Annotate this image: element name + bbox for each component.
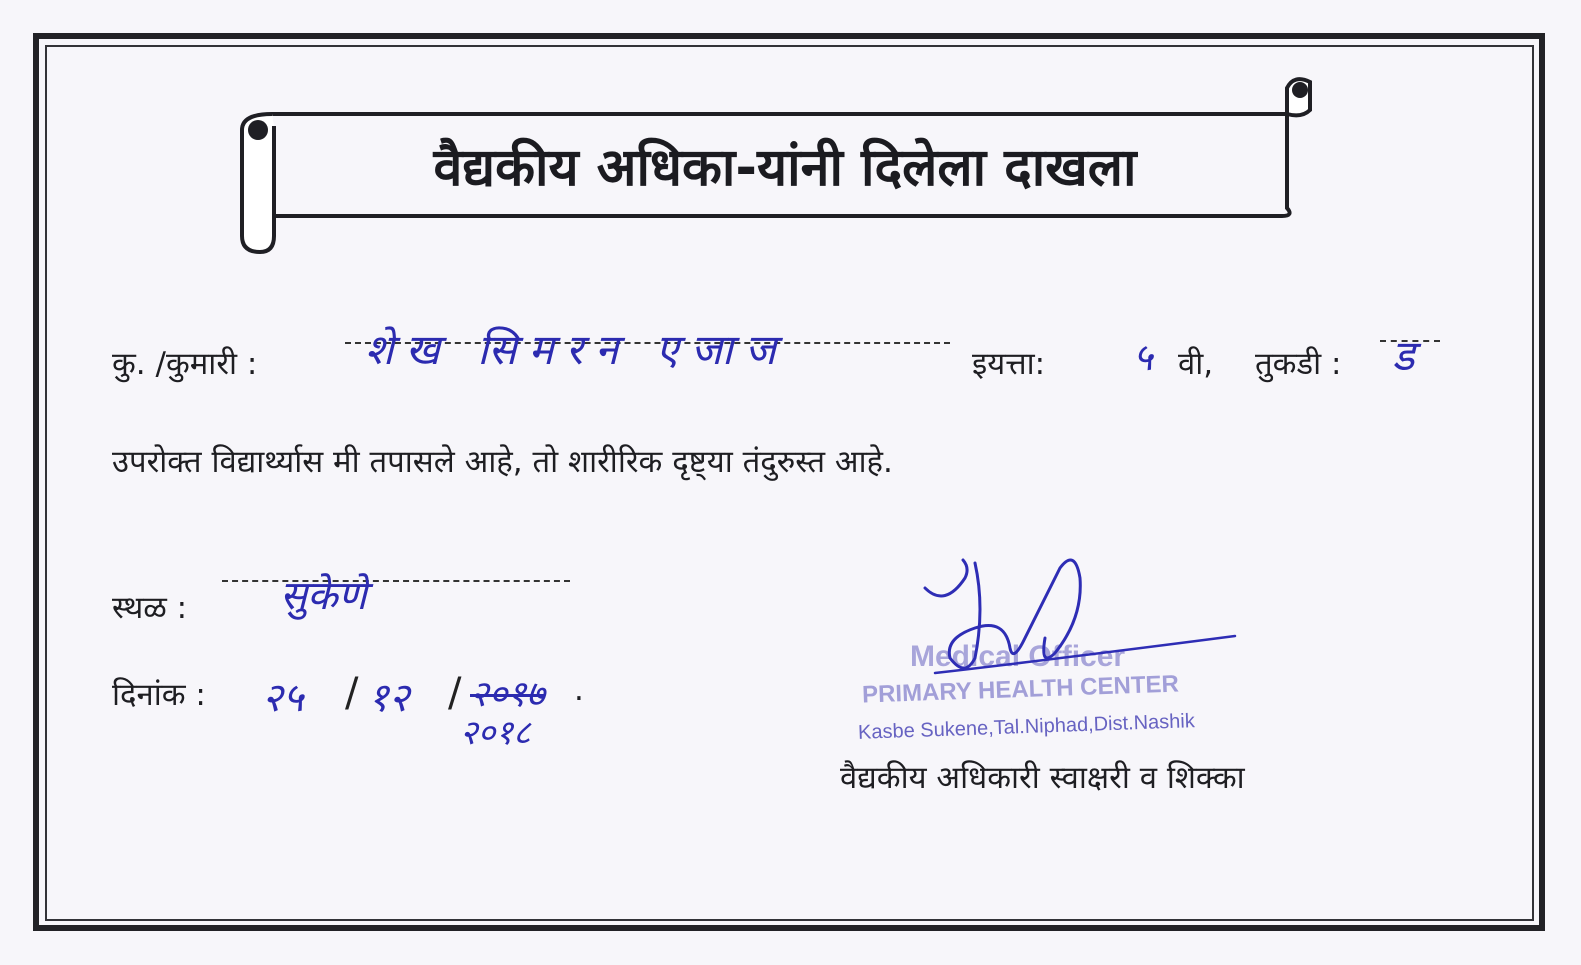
class-value: ५ [1133,335,1153,379]
division-value: ड [1392,331,1415,380]
place-value: सुकेणे [280,573,367,619]
name-label: कु. /कुमारी : [112,346,258,382]
date-day: २५ [262,675,304,721]
stamp-address: Kasbe Sukene,Tal.Niphad,Dist.Nashik [857,710,1196,744]
date-label: दिनांक : [112,677,206,713]
student-name: शेख सिमरन एजाज [365,325,788,374]
stamp-officer: Medical Officer [910,640,1126,673]
division-label: तुकडी : [1255,346,1342,382]
date-dot: . [574,672,584,708]
date-sep-2: / [448,670,462,716]
class-suffix: वी, [1178,346,1214,382]
date-sep-1: / [345,670,359,716]
class-label: इयत्ता: [972,346,1046,382]
fitness-statement: उपरोक्त विद्यार्थ्यास मी तपासले आहे, तो शारीरिक दृष्ट्या तंदुरुस्त आहे. [112,444,893,480]
signature-caption: वैद्यकीय अधिकारी स्वाक्षरी व शिक्का [840,760,1245,796]
place-label: स्थळ : [112,590,188,626]
document-title: वैद्यकीय अधिका-यांनी दिलेला दाखला [433,138,1137,198]
date-year-struck: २०१७ [470,674,545,715]
stamp-center: PRIMARY HEALTH CENTER [861,670,1180,709]
place-line [222,580,570,582]
signature-scribble [915,548,1245,688]
date-year-corrected: २०१८ [460,713,531,753]
date-month: १२ [368,675,410,721]
